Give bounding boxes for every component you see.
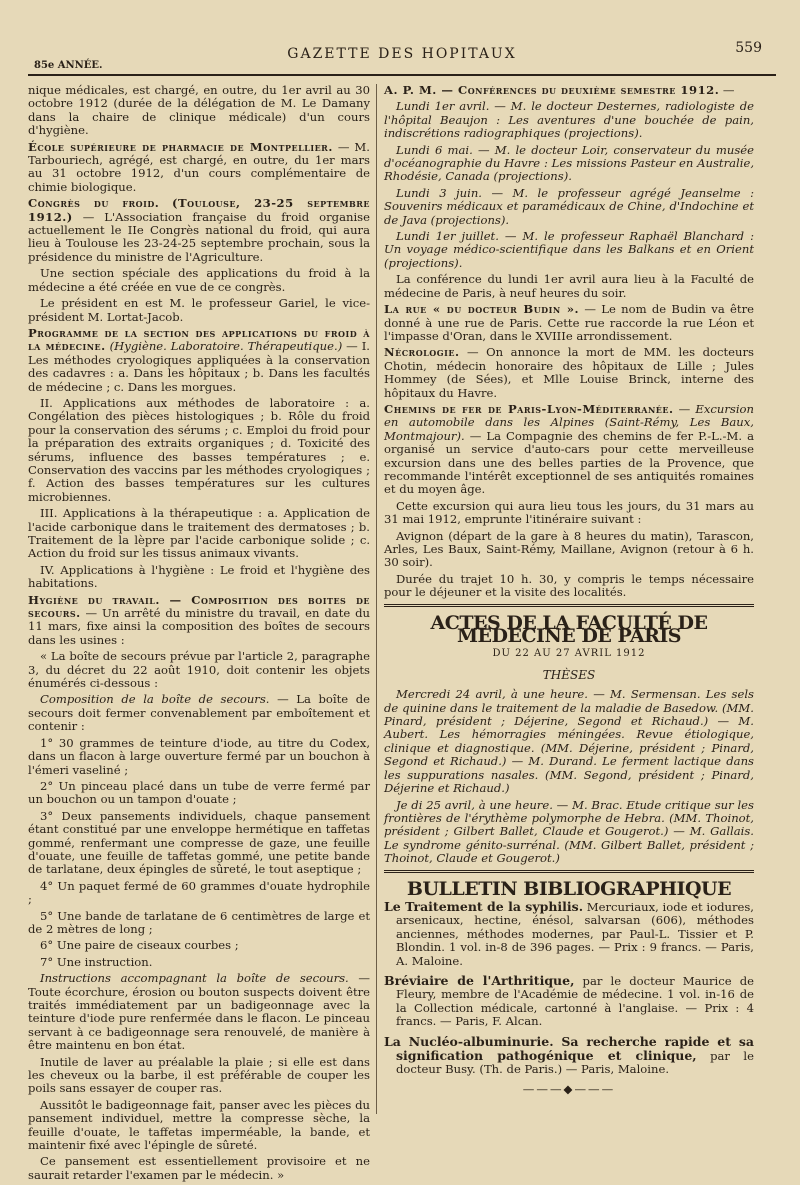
item-heading: Hygiène du travail. — Composition des boites de secours. <box>28 592 370 621</box>
paragraph: Durée du trajet 10 h. 30, y compris le temps nécessaire pour le déjeuner et la visite des localités. <box>384 571 754 600</box>
paragraph: Lundi 1er avril. — M. le docteur Desternes, radiologiste de l'hôpital Beaujon : Les aventures d'une bouchée de pain, indiscrétions radiographiques (projections). <box>384 99 754 141</box>
ornament-divider: ———◆——— <box>522 1081 616 1096</box>
news-item <box>384 346 754 400</box>
item-heading: Chemins de fer de Paris-Lyon-Méditerranée. <box>384 401 674 416</box>
paragraph: Mercredi 24 avril, à une heure. — M. Sermensan. Les sels de quinine dans le traitement de la maladie de Basedow. (MM. Pinard, président ; Déjerine, Segond et Richaud.) — M. Aubert. Les hémorragies méningées. Revue étiologique, clinique et diagnostique. (MM. Déjerine, président ; Pinard, Segond et Richaud.) — M. Durand. Le ferment lactique dans les suppurations nasales. (MM. Segond, président ; Pinard, Déjerine et Richaud.) <box>384 687 754 796</box>
item-heading: La rue « du docteur Budin ». <box>384 302 580 317</box>
item-subheading: (Hygiène. Laboratoire. Thérapeutique.) <box>109 339 343 354</box>
list-item: 3° Deux pansements individuels, chaque pansement étant constitué par une enveloppe hermétique en taffetas gommé, renfermant une compresse de gaze, une feuille d'ouate, une feuille de taffetas gommé, une petite bande de tarlatane, deux épingles de sûreté, le tout aseptique ; <box>28 808 370 877</box>
paragraph <box>28 972 370 1052</box>
news-item <box>28 594 370 648</box>
bib-entry <box>384 900 754 968</box>
paragraph: Une section spéciale des applications du froid à la médecine a été créée en vue de ce congrès. <box>28 266 370 294</box>
bib-text: Mercuriaux, iode et iodures, arsenicaux, hectine, énésol, salvarsan (606), méthodes anciennes, méthodes modernes, par Paul-L. Tissier et P. Blondin. 1 vol. in-8 de 396 pages. — Prix : 9 francs. — Paris, A. Maloine. <box>396 899 754 968</box>
bib-entry <box>384 974 754 1029</box>
header-rule <box>28 74 776 76</box>
news-item: Chemins de fer de Paris-Lyon-Méditerranée. — Excursion en automobile dans les Alpines (Saint-Rémy, Les Baux, Montmajour). — La Compagnie des chemins de fer P.-L.-M. a organisé un service d'auto-cars pour cette merveilleuse excursion dans une des belles parties de la Provence, que recommande l'intérêt exceptionnel de ses antiquités romaines et du moyen âge. <box>384 401 754 497</box>
bib-entry <box>384 1035 754 1077</box>
item-text: — On annonce la mort de MM. les docteurs Chotin, médecin honoraire des hôpitaux de Lille ; Jules Hommey (de Sées), et Mlle Louise Brinck, interne des hôpitaux du Havre. <box>384 345 754 400</box>
item-heading: Congrès du froid. <box>28 196 160 211</box>
section-rule <box>384 604 754 607</box>
paragraph: Ce pansement est essentiellement provisoire et ne saurait retarder l'examen par le médecin. » <box>28 1154 370 1182</box>
item-heading: Instructions accompagnant la boîte de secours. <box>40 971 349 986</box>
column-divider <box>376 84 377 1114</box>
item-heading: École supérieure de pharmacie de Montpellier. <box>28 139 333 154</box>
news-item <box>28 327 370 394</box>
bib-title: Le Traitement de la syphilis. <box>384 898 584 914</box>
paragraph: « La boîte de secours prévue par l'article 2, paragraphe 3, du décret du 22 août 1910, doit contenir les objets énumérés ci-dessous : <box>28 649 370 691</box>
news-item <box>28 197 370 264</box>
left-column <box>28 84 370 1185</box>
news-item <box>28 141 370 195</box>
bib-title: Bréviaire de l'Arthritique, <box>384 972 575 988</box>
bib-title: La Nucléo-albuminurie. Sa recherche rapide et sa signification pathogénique et clinique, <box>384 1033 754 1063</box>
paragraph: Cette excursion qui aura lieu tous les jours, du 31 mars au 31 mai 1912, emprunte l'itinéraire suivant : <box>384 498 754 527</box>
bib-text: par le docteur Maurice de Fleury, membre de l'Académie de médecine. 1 vol. in-16 de la Collection médicale, cartonné à l'anglaise. — Prix : 4 francs. — Paris, F. Alcan. <box>396 973 754 1029</box>
item-text: — L'Association française du froid organise actuellement le IIe Congrès national du froid, qui aura lieu à Toulouse les 23-24-25 septembre prochain, sous la présidence du ministre de l'Agriculture. <box>28 209 370 264</box>
item-text: — Toute écorchure, érosion ou bouton suspects doivent être traités immédiatement par un badigeonnage avec la teinture d'iode pure renfermée dans le flacon. Le pinceau servant à ce badigeonnage sera renouvelé, de manière à être maintenu en bon état. <box>28 971 370 1053</box>
paragraph: Lundi 3 juin. — M. le professeur agrégé Jeanselme : Souvenirs médicaux et paramédicaux de Chine, d'Indochine et de Java (projections). <box>384 185 754 227</box>
paragraph: nique médicales, est chargé, en outre, du 1er avril au 30 octobre 1912 (durée de la délégation de M. Le Damany dans la chaire de clinique médicale) d'un cours d'hygiène. <box>28 83 370 138</box>
paragraph: II. Applications aux méthodes de laboratoire : a. Congélation des pièces histologiques ; b. Rôle du froid pour la conservation des sérums ; c. Emploi du froid pour la préparation des extraits organiques ; d. Toxicité des sérums, influence des basses températures ; e. Conservation des vaccins par les méthodes cryologiques ; f. Action des basses températures sur les cultures microbiennes. <box>28 395 370 504</box>
item-text: — La boîte de secours doit fermer convenablement par emboîtement et contenir : <box>28 692 371 734</box>
paragraph: Le président en est M. le professeur Gariel, le vice-président M. Lortat-Jacob. <box>28 296 370 324</box>
item-subheading: Excursion en automobile dans les Alpines (Saint-Rémy, Les Baux, Montmajour). <box>384 401 754 443</box>
page-number: 559 <box>735 40 762 56</box>
bib-text: par le docteur Busy. (Th. de Paris.) — Paris, Maloine. <box>396 1049 754 1077</box>
item-text: — Un arrêté du ministre du travail, en date du 11 mars, fixe ainsi la composition des boîtes de secours dans les usines : <box>28 606 370 647</box>
list-item: 4° Un paquet fermé de 60 grammes d'ouate hydrophile ; <box>28 878 370 907</box>
paragraph: IV. Applications à l'hygiène : Le froid et l'hygiène des habitations. <box>28 562 370 591</box>
paragraph: Lundi 1er juillet. — M. le professeur Raphaël Blanchard : Un voyage médico-scientifique dans les Balkans et en Orient (projections). <box>384 229 754 270</box>
item-text: — I. Les méthodes cryologiques appliquées à la conservation des cadavres : a. Dans les hôpitaux ; b. Dans les facultés de médecine ; c. Dans les morgues. <box>28 339 370 394</box>
paragraph: Avignon (départ de la gare à 8 heures du matin), Tarascon, Arles, Les Baux, Saint-Rémy, Maillane, Avignon (retour à 6 h. 30 soir). <box>384 528 754 570</box>
paragraph: La conférence du lundi 1er avril aura lieu à la Faculté de médecine de Paris, à neuf heures du soir. <box>384 272 754 300</box>
paragraph: Aussitôt le badigeonnage fait, panser avec les pièces du pansement individuel, mettre la compresse sèche, la feuille d'ouate, le taffetas imperméable, la bande, et maintenir fixé avec l'épingle de sûreté. <box>28 1097 370 1153</box>
section-heading: A. P. M. — Conférences du deuxième semestre 1912. — <box>384 83 735 97</box>
paragraph: Je di 25 avril, à une heure. — M. Brac. Etude critique sur les frontières de l'érythème polymorphe de Hebra. (MM. Thoinot, président ; Gilbert Ballet, Claude et Gougerot.) — M. Gallais. Le syndrome génito-surrénal. (MM. Gilbert Ballet, président ; Thoinot, Claude et Gougerot.) <box>384 797 754 866</box>
item-heading: Programme de la section des applications du froid à la médecine. <box>28 325 370 354</box>
actes-heading: ACTES DE LA FACULTÉ DE MÉDECINE DE PARIS <box>430 611 708 648</box>
theses-heading: THÈSES <box>542 667 596 682</box>
section-rule <box>384 870 754 873</box>
bulletin-heading: BULLETIN BIBLIOGRAPHIQUE <box>406 877 732 900</box>
paragraph: III. Applications à la thérapeutique : a. Application de l'acide carbonique dans le traitement des dermatoses ; b. Traitement de la lèpre par l'acide carbonique solide ; c. Action du froid sur les tissus animaux vivants. <box>28 506 370 561</box>
item-heading: Nécrologie. <box>384 345 460 360</box>
right-column <box>384 84 754 1096</box>
paragraph <box>28 693 370 733</box>
news-item <box>384 303 754 343</box>
list-item: 7° Une instruction. <box>40 954 153 969</box>
item-heading: A. P. M. — Conférences du deuxième semestre 1912. <box>384 83 720 97</box>
paragraph: Lundi 6 mai. — M. le docteur Loir, conservateur du musée d'océanographie du Havre : Les missions Pasteur en Australie, Rhodésie, Canada (projections). <box>384 142 754 184</box>
list-item: 6° Une paire de ciseaux courbes ; <box>40 938 239 953</box>
year-label: 85e ANNÉE. <box>34 60 103 71</box>
list-item: 1° 30 grammes de teinture d'iode, au titre du Codex, dans un flacon à large ouverture fermé par un bouchon à l'émeri vaseliné ; <box>28 735 370 777</box>
running-header <box>28 30 776 70</box>
list-item: 5° Une bande de tarlatane de 6 centimètres de large et de 2 mètres de long ; <box>28 908 370 936</box>
item-heading: Composition de la boîte de secours. <box>40 692 270 707</box>
item-text: — Le nom de Budin va être donné à une rue de Paris. Cette rue raccorde la rue Léon et l'impasse d'Oran, dans le XVIIIe arrondissement. <box>384 302 754 343</box>
journal-title: GAZETTE DES HOPITAUX <box>287 46 517 62</box>
item-text: — M. Tarbouriech, agrégé, est chargé, en outre, du 1er mars au 31 octobre 1912, d'un cours complémentaire de chimie biologique. <box>28 139 370 194</box>
paragraph: Inutile de laver au préalable la plaie ; si elle est dans les cheveux ou la barbe, il est préférable de couper les poils sans essayer de couper ras. <box>28 1054 370 1096</box>
actes-subheading: DU 22 AU 27 AVRIL 1912 <box>492 648 646 660</box>
item-text: — La Compagnie des chemins de fer P.-L.-M. a organisé un service d'auto-cars pour cette merveilleuse excursion dans une des belles parties de la Provence, que recommande l'intérêt exceptionnel de ses antiquités romaines et du moyen âge. <box>384 428 754 497</box>
item-subheading: (Toulouse, 23-25 septembre 1912.) <box>28 196 371 224</box>
list-item: 2° Un pinceau placé dans un tube de verre fermé par un bouchon ou un tampon d'ouate ; <box>28 778 370 807</box>
